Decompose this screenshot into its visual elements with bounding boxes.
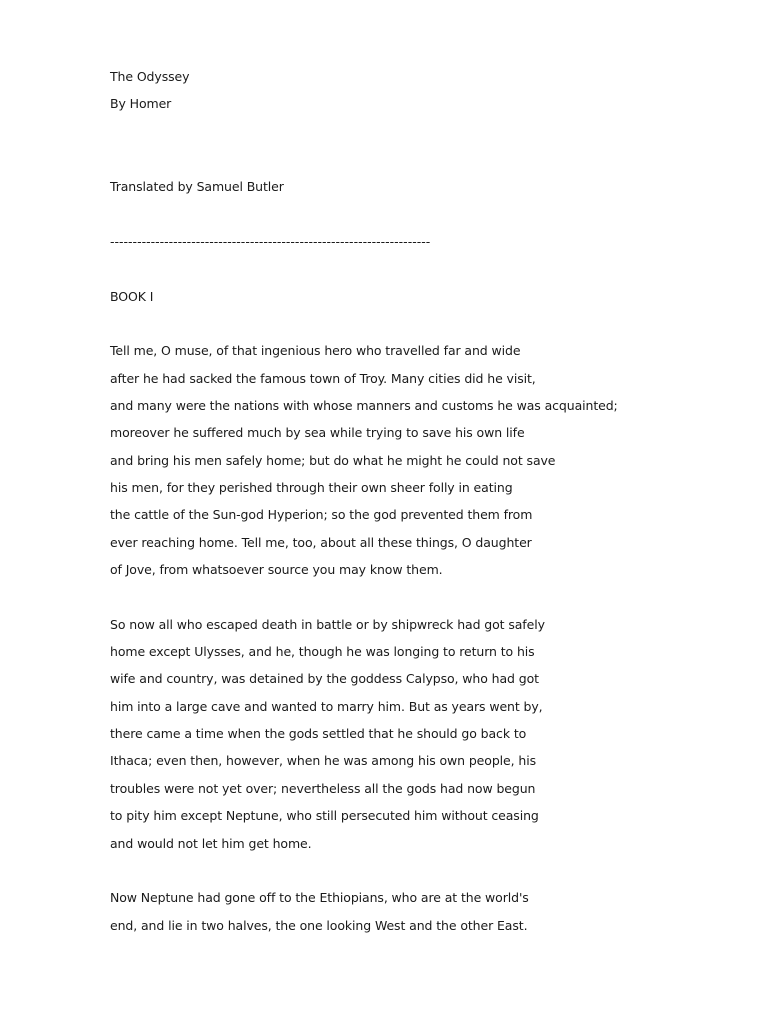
- paragraph-line: there came a time when the gods settled that he should go back to: [110, 726, 527, 741]
- book-heading: BOOK I: [110, 289, 154, 304]
- paragraph-line: the cattle of the Sun-god Hyperion; so the god prevented them from: [110, 507, 533, 522]
- paragraph-line: his men, for they perished through their own sheer folly in eating: [110, 480, 513, 495]
- paragraph-line: ever reaching home. Tell me, too, about all these things, O daughter: [110, 535, 532, 550]
- document-author: By Homer: [110, 96, 172, 111]
- paragraph-line: home except Ulysses, and he, though he was longing to return to his: [110, 644, 535, 659]
- paragraph-line: end, and lie in two halves, the one looking West and the other East.: [110, 918, 528, 933]
- paragraph-line: Ithaca; even then, however, when he was among his own people, his: [110, 753, 536, 768]
- paragraph-line: of Jove, from whatsoever source you may know them.: [110, 562, 443, 577]
- paragraph-line: and bring his men safely home; but do what he might he could not save: [110, 453, 556, 468]
- paragraph-line: moreover he suffered much by sea while trying to save his own life: [110, 425, 525, 440]
- paragraph-line: Now Neptune had gone off to the Ethiopians, who are at the world's: [110, 890, 529, 905]
- paragraph-line: and would not let him get home.: [110, 836, 312, 851]
- paragraph-line: after he had sacked the famous town of Troy. Many cities did he visit,: [110, 371, 536, 386]
- paragraph-line: troubles were not yet over; nevertheless all the gods had now begun: [110, 781, 536, 796]
- paragraph-line: So now all who escaped death in battle or by shipwreck had got safely: [110, 617, 545, 632]
- section-divider: -----------------------------------------------------------------------: [110, 234, 431, 249]
- document-translator: Translated by Samuel Butler: [110, 179, 284, 194]
- paragraph-line: wife and country, was detained by the goddess Calypso, who had got: [110, 671, 539, 686]
- paragraph-line: to pity him except Neptune, who still persecuted him without ceasing: [110, 808, 539, 823]
- paragraph-line: and many were the nations with whose manners and customs he was acquainted;: [110, 398, 618, 413]
- paragraph-line: Tell me, O muse, of that ingenious hero who travelled far and wide: [110, 343, 521, 358]
- paragraph-line: him into a large cave and wanted to marry him. But as years went by,: [110, 699, 543, 714]
- document-title: The Odyssey: [110, 69, 190, 84]
